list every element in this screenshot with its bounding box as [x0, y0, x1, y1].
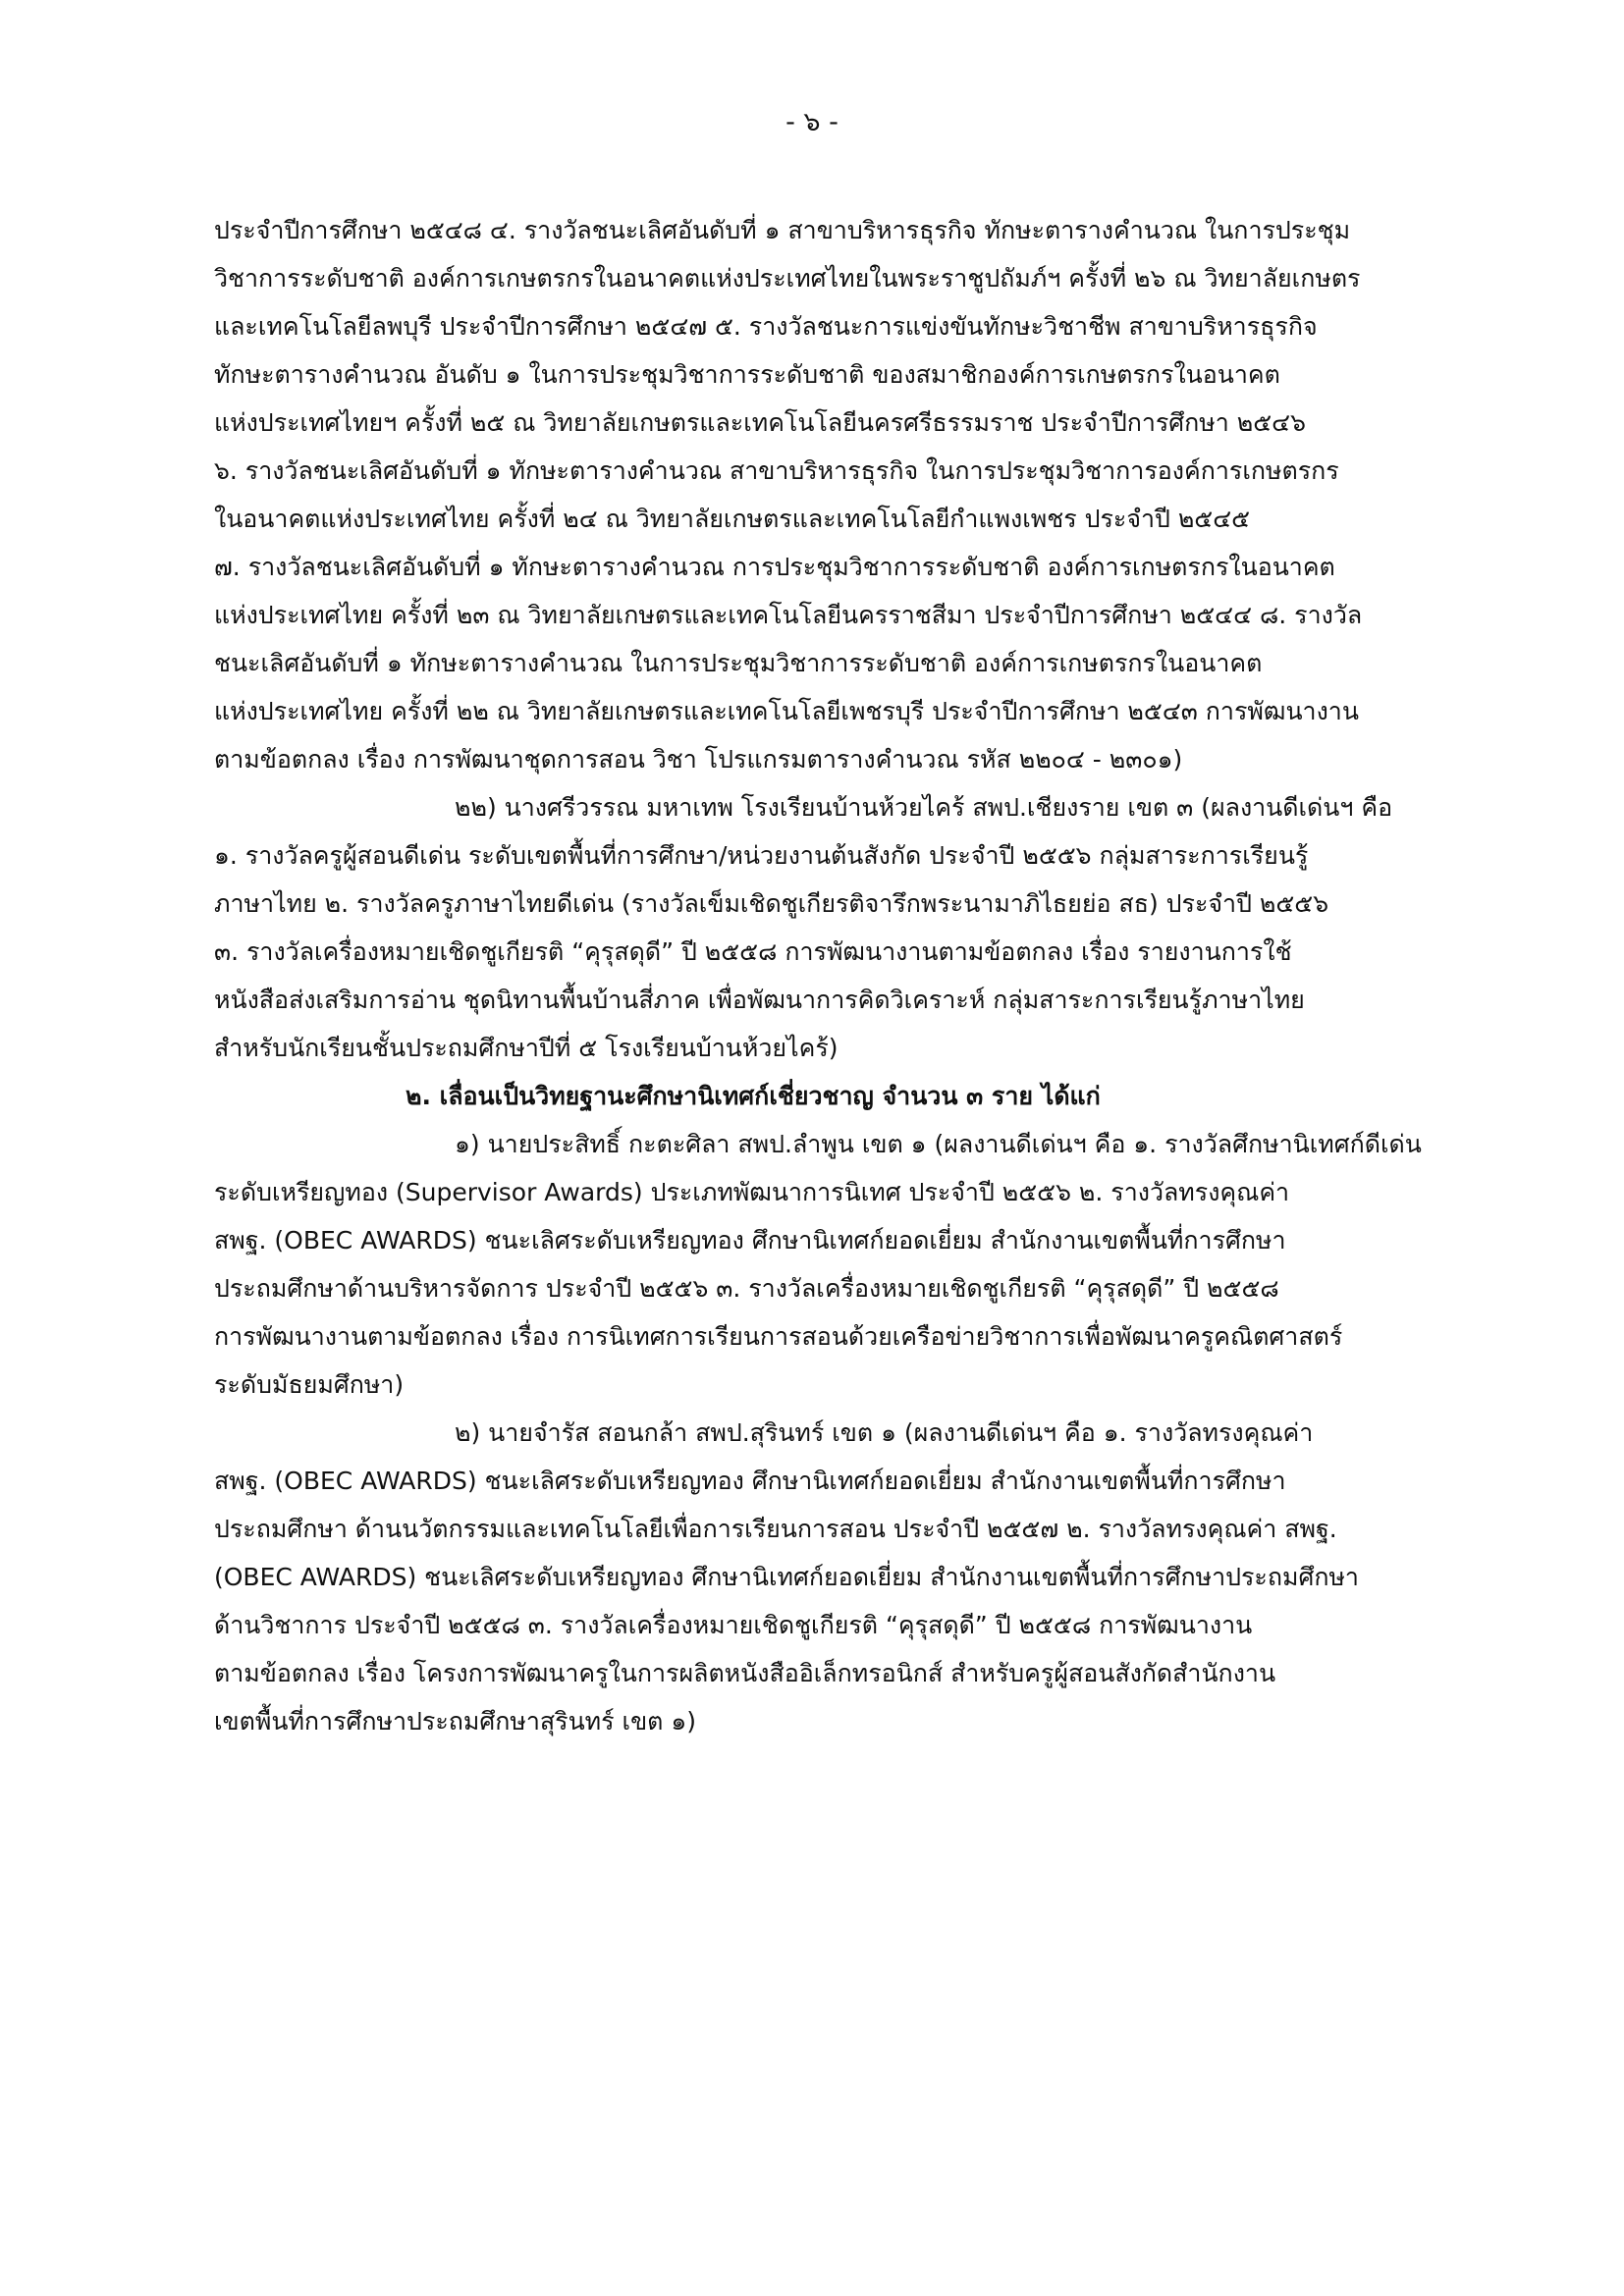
text-line: ๑. รางวัลครูผู้สอนดีเด่น ระดับเขตพื้นที่การศึกษา/หน่วยงานต้นสังกัด ประจำปี ๒๕๕๖ กลุ่มสาระการเรียนรู้	[214, 841, 1309, 870]
text-line: แห่งประเทศไทยฯ ครั้งที่ ๒๕ ณ วิทยาลัยเกษตรและเทคโนโลยีนครศรีธรรมราช ประจำปีการศึกษา ๒๕๔๖	[214, 408, 1306, 437]
text-line: ประถมศึกษา ด้านนวัตกรรมและเทคโนโลยีเพื่อการเรียนการสอน ประจำปี ๒๕๕๗ ๒. รางวัลทรงคุณค่า สพฐ.	[214, 1515, 1337, 1543]
text-line: สพฐ. (OBEC AWARDS) ชนะเลิศระดับเหรียญทอง ศึกษานิเทศก์ยอดเยี่ยม สำนักงานเขตพื้นที่การศึกษา	[214, 1467, 1286, 1495]
text-line: ระดับมัธยมศึกษา)	[214, 1370, 405, 1399]
text-line: สำหรับนักเรียนชั้นประถมศึกษาปีที่ ๕ โรงเรียนบ้านห้วยไคร้)	[214, 1034, 839, 1062]
item-22-first-line: ๒๒) นางศรีวรรณ มหาเทพ โรงเรียนบ้านห้วยไคร้ สพป.เชียงราย เขต ๓ (ผลงานดีเด่นฯ คือ	[455, 793, 1393, 822]
text-line: เขตพื้นที่การศึกษาประถมศึกษาสุรินทร์ เขต ๑)	[214, 1707, 696, 1735]
page-number: - ๖ -	[785, 107, 839, 137]
text-line: สพฐ. (OBEC AWARDS) ชนะเลิศระดับเหรียญทอง ศึกษานิเทศก์ยอดเยี่ยม สำนักงานเขตพื้นที่การศึกษา	[214, 1226, 1286, 1255]
text-line: ตามข้อตกลง เรื่อง โครงการพัฒนาครูในการผลิตหนังสืออิเล็กทรอนิกส์ สำหรับครูผู้สอนสังกัดสำนักงาน	[214, 1659, 1276, 1687]
text-line: ตามข้อตกลง เรื่อง การพัฒนาชุดการสอน วิชา โปรแกรมตารางคำนวณ รหัส ๒๒๐๔ - ๒๓๐๑)	[214, 745, 1183, 774]
text-line: ประจำปีการศึกษา ๒๕๔๘ ๔. รางวัลชนะเลิศอันดับที่ ๑ สาขาบริหารธุรกิจ ทักษะตารางคำนวณ ในการประชุม	[214, 216, 1351, 244]
text-line: และเทคโนโลยีลพบุรี ประจำปีการศึกษา ๒๕๔๗ ๕. รางวัลชนะการแข่งขันทักษะวิชาชีพ สาขาบริหารธุรกิจ	[214, 312, 1318, 341]
text-line: วิชาการระดับชาติ องค์การเกษตรกรในอนาคตแห่งประเทศไทยในพระราชูปถัมภ์ฯ ครั้งที่ ๒๖ ณ วิทยาลัยเกษตร	[214, 264, 1361, 293]
text-line: ในอนาคตแห่งประเทศไทย ครั้งที่ ๒๔ ณ วิทยาลัยเกษตรและเทคโนโลยีกำแพงเพชร ประจำปี ๒๕๔๕	[214, 505, 1251, 533]
text-line: ๗. รางวัลชนะเลิศอันดับที่ ๑ ทักษะตารางคำนวณ การประชุมวิชาการระดับชาติ องค์การเกษตรกรในอนาคต	[214, 553, 1335, 581]
text-line: หนังสือส่งเสริมการอ่าน ชุดนิทานพื้นบ้านสี่ภาค เพื่อพัฒนาการคิดวิเคราะห์ กลุ่มสาระการเรียนรู้ภาษาไทย	[214, 986, 1305, 1014]
text-line: (OBEC AWARDS) ชนะเลิศระดับเหรียญทอง ศึกษานิเทศก์ยอดเยี่ยม สำนักงานเขตพื้นที่การศึกษาประถมศึกษา	[214, 1563, 1359, 1591]
text-line: ชนะเลิศอันดับที่ ๑ ทักษะตารางคำนวณ ในการประชุมวิชาการระดับชาติ องค์การเกษตรกรในอนาคต	[214, 649, 1263, 677]
text-line: ด้านวิชาการ ประจำปี ๒๕๕๘ ๓. รางวัลเครื่องหมายเชิดชูเกียรติ “คุรุสดุดี” ปี ๒๕๕๘ การพัฒนางาน	[214, 1611, 1253, 1639]
text-line: ประถมศึกษาด้านบริหารจัดการ ประจำปี ๒๕๕๖ ๓. รางวัลเครื่องหมายเชิดชูเกียรติ “คุรุสดุดี” ปี ๒๕๕๘	[214, 1274, 1279, 1303]
text-line: ระดับเหรียญทอง (Supervisor Awards) ประเภทพัฒนาการนิเทศ ประจำปี ๒๕๕๖ ๒. รางวัลทรงคุณค่า	[214, 1178, 1290, 1206]
text-line: ๓. รางวัลเครื่องหมายเชิดชูเกียรติ “คุรุสดุดี” ปี ๒๕๕๘ การพัฒนางานตามข้อตกลง เรื่อง รายงานการใช้	[214, 937, 1292, 966]
text-line: ทักษะตารางคำนวณ อันดับ ๑ ในการประชุมวิชาการระดับชาติ ของสมาชิกองค์การเกษตรกรในอนาคต	[214, 360, 1280, 389]
text-line: แห่งประเทศไทย ครั้งที่ ๒๒ ณ วิทยาลัยเกษตรและเทคโนโลยีเพชรบุรี ประจำปีการศึกษา ๒๕๔๓ การพัฒนางาน	[214, 697, 1359, 725]
section-heading	[214, 1072, 1453, 1120]
text-line: การพัฒนางานตามข้อตกลง เรื่อง การนิเทศการเรียนการสอนด้วยเครือข่ายวิชาการเพื่อพัฒนาครูคณิตศาสตร์	[214, 1322, 1343, 1351]
text-line: ๖. รางวัลชนะเลิศอันดับที่ ๑ ทักษะตารางคำนวณ สาขาบริหารธุรกิจ ในการประชุมวิชาการองค์การเกษตรกร	[214, 456, 1339, 485]
text-line: ภาษาไทย ๒. รางวัลครูภาษาไทยดีเด่น (รางวัลเข็มเชิดชูเกียรติจารึกพระนามาภิไธยย่อ สธ) ประจำปี ๒๕๕๖	[214, 889, 1329, 918]
document-body	[214, 206, 1453, 1745]
item-1-first-line: ๑) นายประสิทธิ์ กะตะศิลา สพป.ลำพูน เขต ๑ (ผลงานดีเด่นฯ คือ ๑. รางวัลศึกษานิเทศก์ดีเด่น	[455, 1130, 1422, 1158]
item-2-first-line: ๒) นายจำรัส สอนกล้า สพป.สุรินทร์ เขต ๑ (ผลงานดีเด่นฯ คือ ๑. รางวัลทรงคุณค่า	[455, 1418, 1314, 1447]
text-line: แห่งประเทศไทย ครั้งที่ ๒๓ ณ วิทยาลัยเกษตรและเทคโนโลยีนครราชสีมา ประจำปีการศึกษา ๒๕๔๔ ๘. รางวัล	[214, 601, 1363, 629]
section-heading-bold: ๒. เลื่อนเป็นวิทยฐานะศึกษานิเทศก์เชี่ยวชาญ จำนวน ๓ ราย ได้แก่	[406, 1082, 1101, 1110]
